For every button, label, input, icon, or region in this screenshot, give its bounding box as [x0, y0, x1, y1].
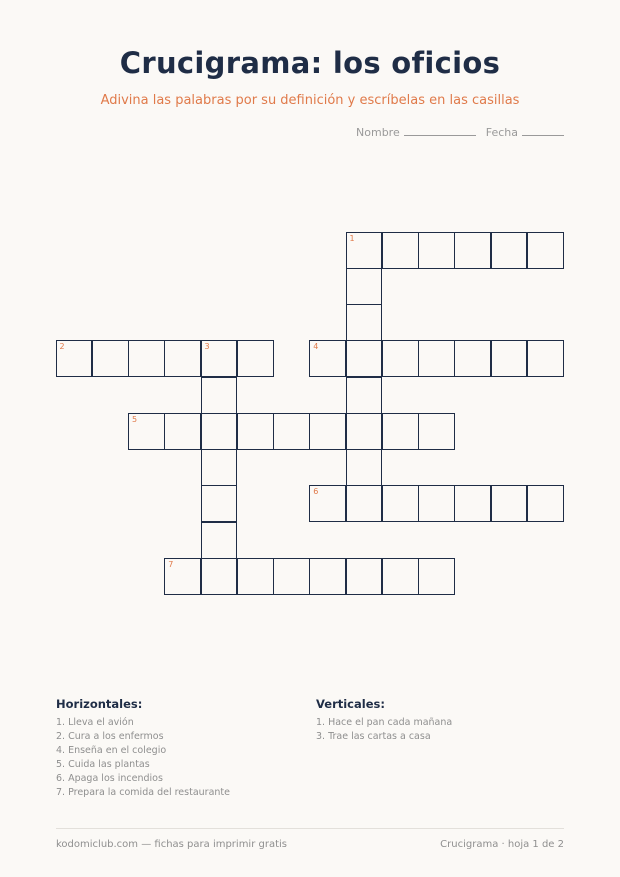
crossword-cell[interactable]	[418, 232, 455, 269]
page-subtitle: Adivina las palabras por su definición y escríbelas en las casillas	[100, 93, 520, 108]
clue-down-1: 1. Hace el pan cada mañana	[316, 717, 453, 728]
cell-number: 7	[168, 559, 174, 569]
crossword-cell[interactable]	[201, 485, 238, 522]
down-clues	[316, 697, 452, 744]
crossword-cell[interactable]	[201, 522, 238, 559]
crossword-cell[interactable]	[382, 232, 419, 269]
crossword-cell[interactable]	[201, 377, 238, 414]
crossword-cell[interactable]	[382, 340, 419, 377]
cell-number: 1	[349, 233, 355, 243]
clue-across-4: 4. Enseña en el colegio	[56, 745, 167, 756]
cell-number: 3	[204, 342, 210, 352]
down-heading: Verticales:	[316, 697, 385, 711]
crossword-cell[interactable]	[346, 558, 383, 595]
date-label: Fecha	[485, 126, 518, 139]
crossword-cell[interactable]	[382, 558, 419, 595]
crossword-cell[interactable]	[201, 413, 238, 450]
crossword-cell[interactable]	[346, 268, 383, 305]
crossword-cell[interactable]	[346, 304, 383, 341]
crossword-cell[interactable]	[309, 485, 346, 522]
cell-number: 5	[132, 414, 138, 424]
crossword-cell[interactable]	[491, 232, 528, 269]
crossword-cell[interactable]	[164, 413, 201, 450]
crossword-cell[interactable]	[164, 340, 201, 377]
crossword-cell[interactable]	[273, 413, 310, 450]
across-heading: Horizontales:	[56, 697, 143, 711]
crossword-cell[interactable]	[382, 413, 419, 450]
name-blank[interactable]	[404, 126, 476, 136]
crossword-cell[interactable]	[346, 377, 383, 414]
clue-across-7: 7. Prepara la comida del restaurante	[56, 787, 230, 798]
crossword-cell[interactable]	[346, 340, 383, 377]
crossword-cell[interactable]	[418, 558, 455, 595]
crossword-cell[interactable]	[92, 340, 129, 377]
crossword-cell[interactable]	[527, 340, 564, 377]
crossword-cell[interactable]	[527, 232, 564, 269]
crossword-cell[interactable]	[309, 340, 346, 377]
crossword-cell[interactable]	[309, 558, 346, 595]
crossword-cell[interactable]	[237, 413, 274, 450]
crossword-cell[interactable]	[164, 558, 201, 595]
clue-across-5: 5. Cuida las plantas	[56, 759, 150, 770]
crossword-cell[interactable]	[56, 340, 93, 377]
page-title: Crucigrama: los oficios	[119, 46, 501, 80]
crossword-cell[interactable]	[491, 340, 528, 377]
crossword-cell[interactable]	[418, 485, 455, 522]
date-blank[interactable]	[522, 126, 564, 136]
crossword-cell[interactable]	[201, 449, 238, 486]
crossword-cell[interactable]	[527, 485, 564, 522]
crossword-cell[interactable]	[309, 413, 346, 450]
cell-number: 6	[313, 487, 319, 497]
cell-number: 4	[313, 342, 319, 352]
crossword-cell[interactable]	[346, 413, 383, 450]
footer-site: kodomiclub.com — fichas para imprimir gratis	[56, 839, 288, 850]
crossword-cell[interactable]	[454, 232, 491, 269]
clue-across-2: 2. Cura a los enfermos	[56, 731, 164, 742]
crossword-cell[interactable]	[201, 558, 238, 595]
crossword-cell[interactable]	[128, 413, 165, 450]
crossword-cell[interactable]	[418, 340, 455, 377]
crossword-cell[interactable]	[273, 558, 310, 595]
crossword-cell[interactable]	[418, 413, 455, 450]
crossword-cell[interactable]	[346, 449, 383, 486]
crossword-cell[interactable]	[382, 485, 419, 522]
crossword-cell[interactable]	[346, 232, 383, 269]
crossword-cell[interactable]	[454, 485, 491, 522]
footer-divider	[56, 828, 564, 829]
name-date-line	[356, 126, 564, 139]
crossword-cell[interactable]	[237, 340, 274, 377]
crossword-cell[interactable]	[491, 485, 528, 522]
crossword-cell[interactable]	[128, 340, 165, 377]
clue-down-3: 3. Trae las cartas a casa	[316, 731, 431, 742]
crossword-cell[interactable]	[454, 340, 491, 377]
name-label: Nombre	[356, 126, 400, 139]
clue-across-6: 6. Apaga los incendios	[56, 773, 163, 784]
across-clues	[56, 697, 230, 800]
crossword-cell[interactable]	[201, 340, 238, 377]
footer-page: Crucigrama · hoja 1 de 2	[440, 839, 564, 850]
clue-across-1: 1. Lleva el avión	[56, 717, 134, 728]
crossword-cell[interactable]	[237, 558, 274, 595]
crossword-cell[interactable]	[346, 485, 383, 522]
cell-number: 2	[59, 342, 65, 352]
